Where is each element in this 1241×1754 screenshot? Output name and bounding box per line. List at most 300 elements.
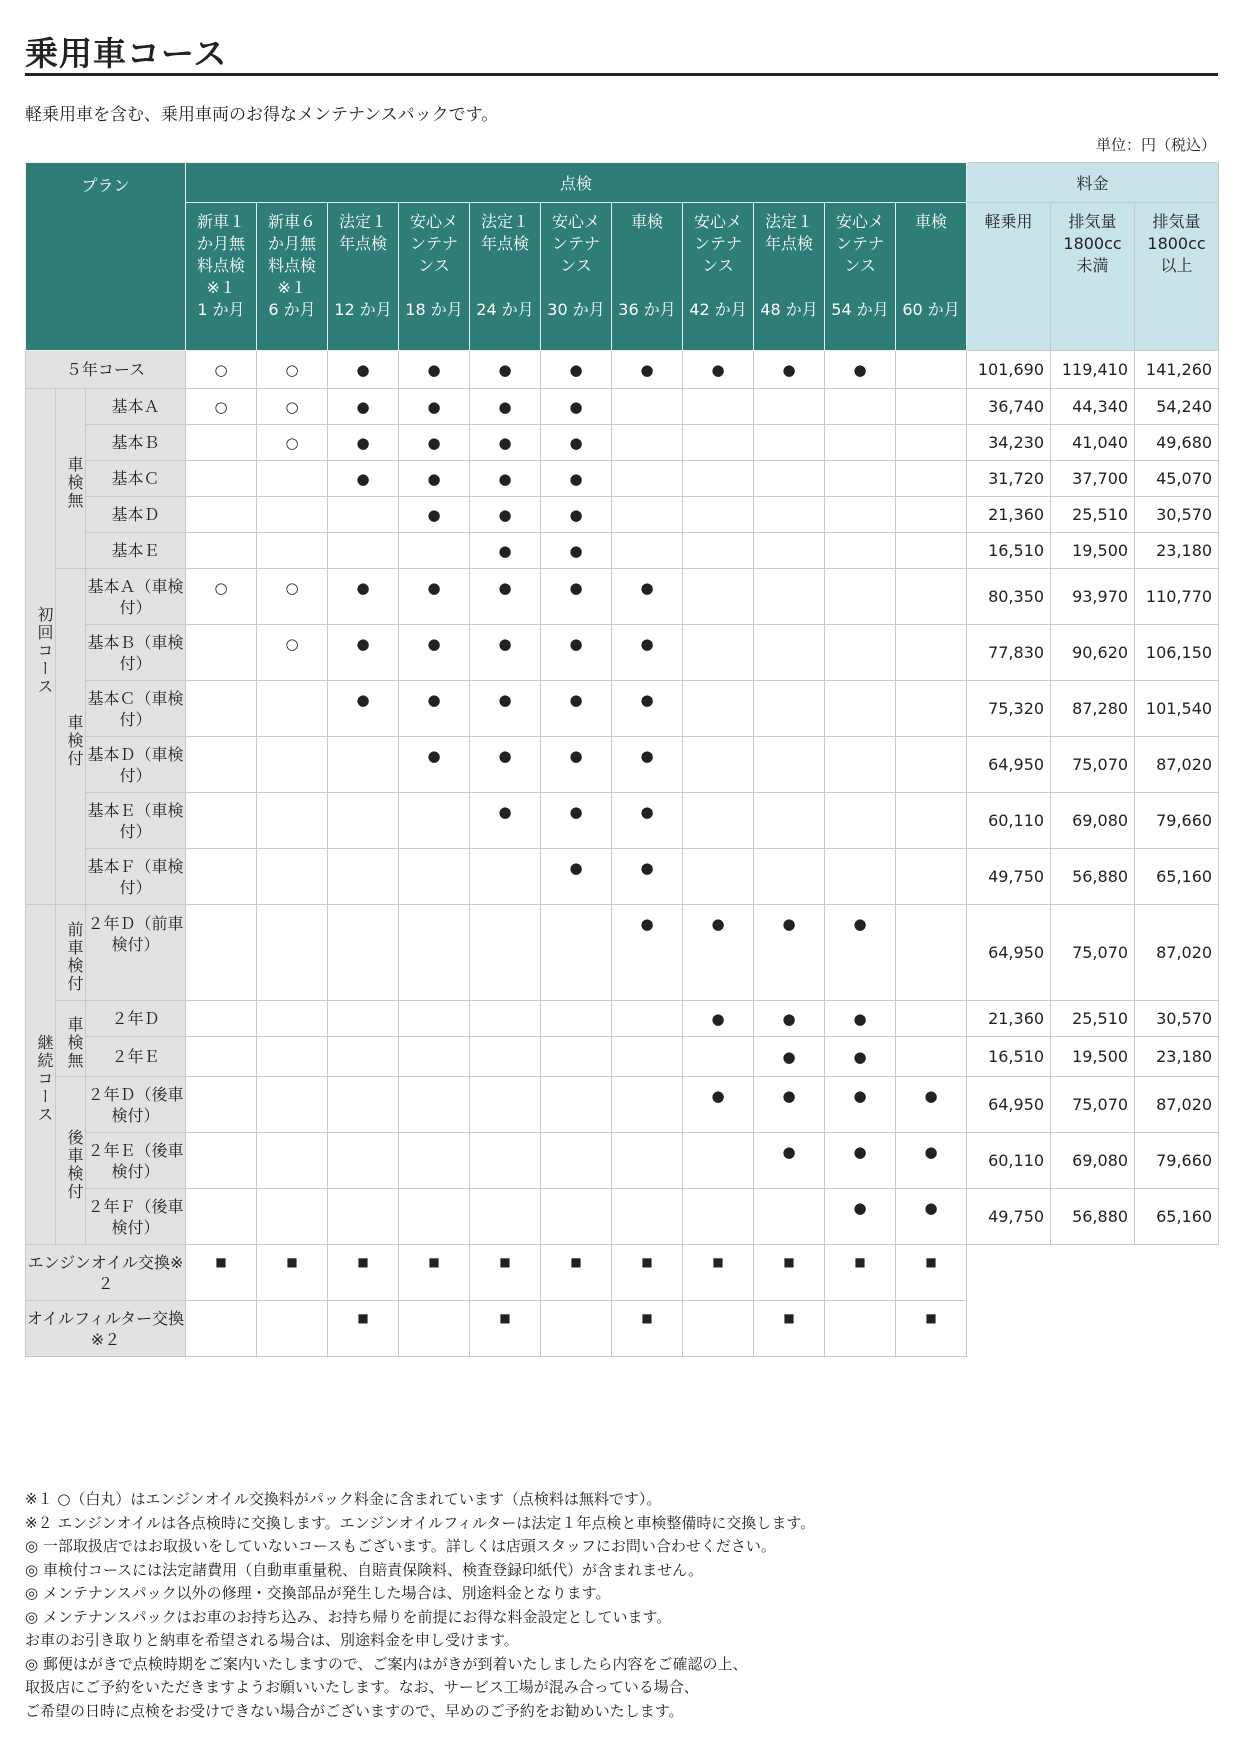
- inspection-column-month: 54 か月: [831, 300, 889, 319]
- empty-cell: [186, 905, 257, 1001]
- plan-name: [86, 1001, 186, 1037]
- empty-cell: [257, 849, 328, 905]
- empty-cell: [825, 389, 896, 425]
- inspection-mark: ■: [825, 1245, 896, 1301]
- inspection-mark: ●: [541, 497, 612, 533]
- empty-cell: [399, 533, 470, 569]
- table-row: [26, 625, 1219, 681]
- footnote-line: ※１ ○（白丸）はエンジンオイル交換料がパック料金に含まれています（点検料は無料です）。: [25, 1490, 662, 1508]
- table-row: [26, 849, 1219, 905]
- empty-cell: [683, 569, 754, 625]
- empty-cell: [470, 1037, 541, 1077]
- plan-name-line: 交換※２: [90, 1308, 185, 1349]
- empty-cell: [896, 351, 967, 389]
- group-initial-course: 初回コース: [26, 389, 56, 905]
- empty-cell: [825, 625, 896, 681]
- empty-cell: [328, 1133, 399, 1189]
- plan-name-line: （車検付）: [119, 632, 184, 673]
- price-cell: 80,350: [967, 569, 1051, 625]
- table-row: [26, 793, 1219, 849]
- inspection-mark: ●: [470, 793, 541, 849]
- plan-name: [86, 1189, 186, 1245]
- inspection-mark: ●: [896, 1077, 967, 1133]
- unit-label: 単位：円（税込）: [1095, 136, 1216, 154]
- inspection-column-label-line: 料点検: [197, 256, 246, 275]
- plan-name: [86, 389, 186, 425]
- fee-header: 料金: [967, 163, 1219, 203]
- inspection-column-label-line: ンス: [560, 256, 592, 275]
- inspection-column-header: [825, 203, 896, 351]
- inspection-column-month: 60 か月: [902, 300, 960, 319]
- plan-name: [86, 1133, 186, 1189]
- price-cell: 64,950: [967, 737, 1051, 793]
- empty-cell: [754, 569, 825, 625]
- inspection-column-label: [825, 203, 895, 299]
- empty-cell: [754, 461, 825, 497]
- inspection-mark: ●: [399, 389, 470, 425]
- price-cell: 119,410: [1051, 351, 1135, 389]
- inspection-column-label-line: 安心メ: [410, 212, 459, 231]
- inspection-column-label-line: 法定１: [339, 212, 388, 231]
- inspection-column-label-line: 料点検: [268, 256, 317, 275]
- empty-cell: [257, 1001, 328, 1037]
- empty-cell: [470, 1077, 541, 1133]
- inspection-column-header: [328, 203, 399, 351]
- inspection-mark: ●: [470, 497, 541, 533]
- fee-column-label-line: 未満: [1076, 256, 1109, 275]
- inspection-column-header: [257, 203, 328, 351]
- plan-name-line: ２年Ｅ: [87, 1140, 136, 1160]
- plan-name-line: 基本Ｂ: [111, 433, 160, 452]
- price-cell: 87,020: [1135, 905, 1219, 1001]
- inspection-mark: ■: [896, 1301, 967, 1357]
- inspection-mark: ●: [399, 351, 470, 389]
- inspection-mark: ●: [612, 849, 683, 905]
- inspection-mark: ●: [825, 1001, 896, 1037]
- empty-cell: [825, 793, 896, 849]
- empty-cell: [612, 461, 683, 497]
- table-row: [26, 389, 1219, 425]
- empty-cell: [683, 625, 754, 681]
- empty-cell: [612, 497, 683, 533]
- plan-name-line: オイルフィルター: [26, 1308, 153, 1328]
- group-continuing-course: 継続コース: [26, 905, 56, 1245]
- plan-name: [86, 533, 186, 569]
- table-row: [26, 1077, 1219, 1133]
- table-row: [26, 425, 1219, 461]
- price-cell: 44,340: [1051, 389, 1135, 425]
- inspection-mark: ●: [754, 1077, 825, 1133]
- inspection-mark: ○: [257, 569, 328, 625]
- inspection-column-label-line: 新車１: [197, 212, 246, 231]
- inspection-mark: ●: [399, 625, 470, 681]
- inspection-mark: ■: [754, 1245, 825, 1301]
- inspection-mark: ●: [825, 1077, 896, 1133]
- empty-cell: [257, 1301, 328, 1357]
- inspection-column-month: 24 か月: [476, 300, 534, 319]
- inspection-mark: ●: [470, 569, 541, 625]
- inspection-column-label-line: ンス: [418, 256, 450, 275]
- plan-name-line: 基本Ａ: [111, 397, 160, 416]
- inspection-column-label-line: 年点検: [765, 234, 814, 253]
- inspection-column-month: 30 か月: [547, 300, 605, 319]
- inspection-mark: ●: [399, 681, 470, 737]
- empty-cell: [470, 905, 541, 1001]
- inspection-column-label-line: 車検: [915, 212, 948, 231]
- price-cell: 45,070: [1135, 461, 1219, 497]
- empty-cell: [896, 533, 967, 569]
- plan-name: [86, 1077, 186, 1133]
- empty-cell: [470, 1001, 541, 1037]
- price-cell: 64,950: [967, 905, 1051, 1001]
- empty-cell: [683, 1133, 754, 1189]
- inspection-column-header: [754, 203, 825, 351]
- price-cell: 49,680: [1135, 425, 1219, 461]
- empty-cell: [612, 1189, 683, 1245]
- inspection-mark: ●: [470, 737, 541, 793]
- price-cell: 110,770: [1135, 569, 1219, 625]
- plan-name-line: 基本Ｅ: [111, 541, 160, 560]
- inspection-mark: ■: [612, 1301, 683, 1357]
- empty-cell: [399, 793, 470, 849]
- inspection-mark: ●: [754, 1133, 825, 1189]
- plan-name-line: ２年Ｄ: [111, 1009, 160, 1028]
- price-cell: 141,260: [1135, 351, 1219, 389]
- price-cell: 21,360: [967, 1001, 1051, 1037]
- inspection-column-month: 18 か月: [405, 300, 463, 319]
- empty-cell: [754, 625, 825, 681]
- price-cell: 87,020: [1135, 1077, 1219, 1133]
- inspection-mark: ●: [541, 681, 612, 737]
- inspection-mark: ●: [399, 425, 470, 461]
- inspection-column-label-line: ンテナ: [410, 234, 459, 253]
- table-row: [26, 1189, 1219, 1245]
- empty-cell: [683, 533, 754, 569]
- empty-cell: [257, 1189, 328, 1245]
- plan-name: [86, 1037, 186, 1077]
- subgroup-with-shaken: 車検付: [56, 569, 86, 905]
- empty-cell: [612, 425, 683, 461]
- empty-cell: [825, 1301, 896, 1357]
- fee-column-label-line: 軽乗用: [984, 212, 1033, 231]
- inspection-mark: ■: [328, 1301, 399, 1357]
- price-cell: 64,950: [967, 1077, 1051, 1133]
- empty-cell: [186, 461, 257, 497]
- inspection-mark: ●: [399, 737, 470, 793]
- inspection-mark: ■: [541, 1245, 612, 1301]
- empty-cell: [896, 905, 967, 1001]
- price-cell: 19,500: [1051, 533, 1135, 569]
- plan-name: [86, 425, 186, 461]
- plan-name-line: ２年Ｄ: [87, 914, 136, 933]
- plan-name-line: （後車検付）: [111, 1196, 184, 1237]
- inspection-mark: ●: [541, 793, 612, 849]
- inspection-mark: ●: [328, 351, 399, 389]
- plan-name-line: 基本Ｃ: [111, 469, 160, 488]
- empty-cell: [257, 497, 328, 533]
- plan-name: [26, 1245, 186, 1301]
- inspection-column-label-line: か月無: [197, 234, 246, 253]
- plan-name-line: 基本Ｅ: [87, 800, 136, 820]
- price-cell: 75,070: [1051, 905, 1135, 1001]
- plan-name: [86, 569, 186, 625]
- inspection-mark: ■: [257, 1245, 328, 1301]
- table-row: [26, 461, 1219, 497]
- inspection-mark: ●: [541, 461, 612, 497]
- empty-cell: [186, 1077, 257, 1133]
- title-divider: [25, 73, 1218, 76]
- empty-cell: [186, 793, 257, 849]
- empty-cell: [754, 681, 825, 737]
- inspection-column-header: [896, 203, 967, 351]
- inspection-mark: ●: [683, 351, 754, 389]
- inspection-mark: ●: [825, 351, 896, 389]
- empty-cell: [399, 1037, 470, 1077]
- plan-name: [86, 793, 186, 849]
- empty-cell: [257, 793, 328, 849]
- table-row: [26, 905, 1219, 1001]
- blank-fee-area: [967, 1301, 1219, 1357]
- inspection-column-label-line: 新車６: [268, 212, 317, 231]
- empty-cell: [328, 1037, 399, 1077]
- inspection-mark: ●: [328, 389, 399, 425]
- price-cell: 30,570: [1135, 1001, 1219, 1037]
- plan-header: プラン: [26, 163, 186, 351]
- empty-cell: [896, 737, 967, 793]
- empty-cell: [754, 849, 825, 905]
- footnote-line: ◎ 郵便はがきで点検時期をご案内いたしますので、ご案内はがきが到着いたしましたら内容をご確認の上、: [25, 1654, 748, 1673]
- empty-cell: [399, 1001, 470, 1037]
- inspection-column-label-line: 年点検: [339, 234, 388, 253]
- empty-cell: [896, 1037, 967, 1077]
- empty-cell: [612, 1037, 683, 1077]
- plan-name-line: ２年Ｆ: [87, 1196, 136, 1216]
- inspection-column-label-line: ンテナ: [552, 234, 601, 253]
- plan-name: [86, 625, 186, 681]
- empty-cell: [683, 849, 754, 905]
- empty-cell: [825, 681, 896, 737]
- inspection-column-label-line: ンテナ: [694, 234, 743, 253]
- fee-column-header: [1051, 203, 1135, 351]
- inspection-mark: ●: [612, 793, 683, 849]
- inspection-column-label-line: 安心メ: [694, 212, 743, 231]
- inspection-mark: ●: [896, 1133, 967, 1189]
- footnote-line: 取扱店にご予約をいただきますようお願いいたします。なお、サービス工場が混み合っている場合、: [25, 1678, 699, 1696]
- empty-cell: [896, 461, 967, 497]
- empty-cell: [896, 681, 967, 737]
- inspection-column-month: 6 か月: [268, 300, 316, 319]
- price-cell: 34,230: [967, 425, 1051, 461]
- inspection-column-label-line: 法定１: [765, 212, 814, 231]
- empty-cell: [257, 461, 328, 497]
- inspection-mark: ●: [328, 681, 399, 737]
- inspection-mark: ●: [825, 1037, 896, 1077]
- price-cell: 49,750: [967, 1189, 1051, 1245]
- footnote-line: ◎ 一部取扱店ではお取扱いをしていないコースもございます。詳しくは店頭スタッフにお問い合わせください。: [25, 1537, 776, 1555]
- inspection-mark: ●: [470, 533, 541, 569]
- blank-fee-area: [967, 1245, 1219, 1301]
- empty-cell: [825, 425, 896, 461]
- empty-cell: [186, 1133, 257, 1189]
- empty-cell: [683, 461, 754, 497]
- empty-cell: [328, 905, 399, 1001]
- inspection-column-label: [186, 203, 256, 299]
- inspection-mark: ○: [186, 389, 257, 425]
- empty-cell: [541, 1301, 612, 1357]
- empty-cell: [186, 497, 257, 533]
- inspection-mark: ●: [399, 569, 470, 625]
- inspection-column-header: [612, 203, 683, 351]
- inspection-mark: ○: [257, 389, 328, 425]
- inspection-mark: ●: [825, 1189, 896, 1245]
- inspection-mark: ■: [683, 1245, 754, 1301]
- empty-cell: [257, 905, 328, 1001]
- empty-cell: [612, 533, 683, 569]
- inspection-column-label: [328, 203, 398, 299]
- empty-cell: [683, 389, 754, 425]
- inspection-mark: ●: [470, 681, 541, 737]
- inspection-mark: ●: [541, 389, 612, 425]
- table-row: [26, 1133, 1219, 1189]
- inspection-column-month: 42 か月: [689, 300, 747, 319]
- inspection-column-label-line: 車検: [631, 212, 664, 231]
- plan-name-line: ２年Ｅ: [111, 1047, 160, 1066]
- table-row: [26, 681, 1219, 737]
- price-cell: 106,150: [1135, 625, 1219, 681]
- empty-cell: [896, 497, 967, 533]
- empty-cell: [257, 681, 328, 737]
- subgroup-no-shaken: 車検無: [56, 1001, 86, 1077]
- empty-cell: [328, 793, 399, 849]
- inspection-mark: ●: [612, 681, 683, 737]
- empty-cell: [754, 737, 825, 793]
- plan-name-line: （後車検付）: [111, 1084, 184, 1125]
- plan-name-line: 基本Ｂ: [87, 632, 136, 652]
- price-cell: 30,570: [1135, 497, 1219, 533]
- inspection-mark: ●: [470, 461, 541, 497]
- empty-cell: [896, 793, 967, 849]
- plan-name: [86, 849, 186, 905]
- inspection-mark: ●: [470, 625, 541, 681]
- plan-name-line: ５年コース: [65, 360, 146, 379]
- subgroup-pre-shaken: 前車検付: [56, 905, 86, 1001]
- plan-name-line: エンジンオイル: [27, 1252, 138, 1272]
- empty-cell: [612, 1001, 683, 1037]
- inspection-column-label-line: か月無: [268, 234, 317, 253]
- plan-name-line: （車検付）: [119, 576, 184, 617]
- inspection-mark: ●: [399, 497, 470, 533]
- inspection-mark: ●: [754, 1001, 825, 1037]
- inspection-mark: ○: [186, 351, 257, 389]
- price-cell: 54,240: [1135, 389, 1219, 425]
- empty-cell: [754, 497, 825, 533]
- empty-cell: [186, 1001, 257, 1037]
- inspection-mark: ●: [612, 737, 683, 793]
- empty-cell: [825, 461, 896, 497]
- price-cell: 31,720: [967, 461, 1051, 497]
- price-cell: 75,070: [1051, 1077, 1135, 1133]
- empty-cell: [257, 533, 328, 569]
- table-row: [26, 351, 1219, 389]
- empty-cell: [328, 1077, 399, 1133]
- maintenance-plan-table: [25, 162, 1219, 1357]
- price-cell: 75,070: [1051, 737, 1135, 793]
- inspection-column-label-line: ※１: [277, 278, 307, 297]
- empty-cell: [541, 1077, 612, 1133]
- plan-name-line: 基本Ａ: [87, 576, 136, 596]
- inspection-column-label: [470, 203, 540, 299]
- plan-name: [86, 497, 186, 533]
- inspection-mark: ●: [825, 905, 896, 1001]
- empty-cell: [399, 1077, 470, 1133]
- empty-cell: [257, 1037, 328, 1077]
- inspection-mark: ●: [328, 625, 399, 681]
- price-cell: 49,750: [967, 849, 1051, 905]
- inspection-column-label-line: 安心メ: [836, 212, 885, 231]
- table-row: [26, 1245, 1219, 1301]
- empty-cell: [825, 497, 896, 533]
- empty-cell: [186, 1301, 257, 1357]
- inspection-mark: ●: [683, 905, 754, 1001]
- empty-cell: [754, 389, 825, 425]
- empty-cell: [683, 1189, 754, 1245]
- inspection-mark: ●: [328, 569, 399, 625]
- inspection-column-label-line: ンス: [844, 256, 876, 275]
- inspection-column-header: [683, 203, 754, 351]
- inspection-mark: ○: [186, 569, 257, 625]
- inspection-column-label-line: ンテナ: [836, 234, 885, 253]
- empty-cell: [541, 1037, 612, 1077]
- footnotes: [25, 1488, 815, 1723]
- inspection-column-month: 48 か月: [760, 300, 818, 319]
- empty-cell: [186, 737, 257, 793]
- inspection-mark: ●: [896, 1189, 967, 1245]
- empty-cell: [896, 425, 967, 461]
- inspection-mark: ●: [683, 1077, 754, 1133]
- empty-cell: [470, 849, 541, 905]
- inspection-mark: ■: [754, 1301, 825, 1357]
- price-cell: 93,970: [1051, 569, 1135, 625]
- inspection-column-label-line: 年点検: [481, 234, 530, 253]
- empty-cell: [328, 1189, 399, 1245]
- table-row: [26, 497, 1219, 533]
- table-row: [26, 533, 1219, 569]
- inspection-column-month: 12 か月: [334, 300, 392, 319]
- fee-column-label-line: 1800cc: [1063, 234, 1122, 253]
- inspection-header: 点検: [186, 163, 967, 203]
- empty-cell: [754, 425, 825, 461]
- inspection-column-label: [896, 203, 966, 299]
- price-cell: 23,180: [1135, 533, 1219, 569]
- empty-cell: [186, 533, 257, 569]
- empty-cell: [399, 905, 470, 1001]
- price-cell: 69,080: [1051, 793, 1135, 849]
- plan-name-line: 基本Ｄ: [111, 505, 160, 524]
- empty-cell: [470, 1189, 541, 1245]
- empty-cell: [541, 1133, 612, 1189]
- table-row: [26, 737, 1219, 793]
- empty-cell: [328, 533, 399, 569]
- inspection-mark: ●: [541, 569, 612, 625]
- price-cell: 60,110: [967, 1133, 1051, 1189]
- inspection-mark: ●: [541, 625, 612, 681]
- empty-cell: [186, 425, 257, 461]
- price-cell: 77,830: [967, 625, 1051, 681]
- empty-cell: [186, 1037, 257, 1077]
- price-cell: 75,320: [967, 681, 1051, 737]
- plan-name: [86, 737, 186, 793]
- inspection-mark: ■: [470, 1245, 541, 1301]
